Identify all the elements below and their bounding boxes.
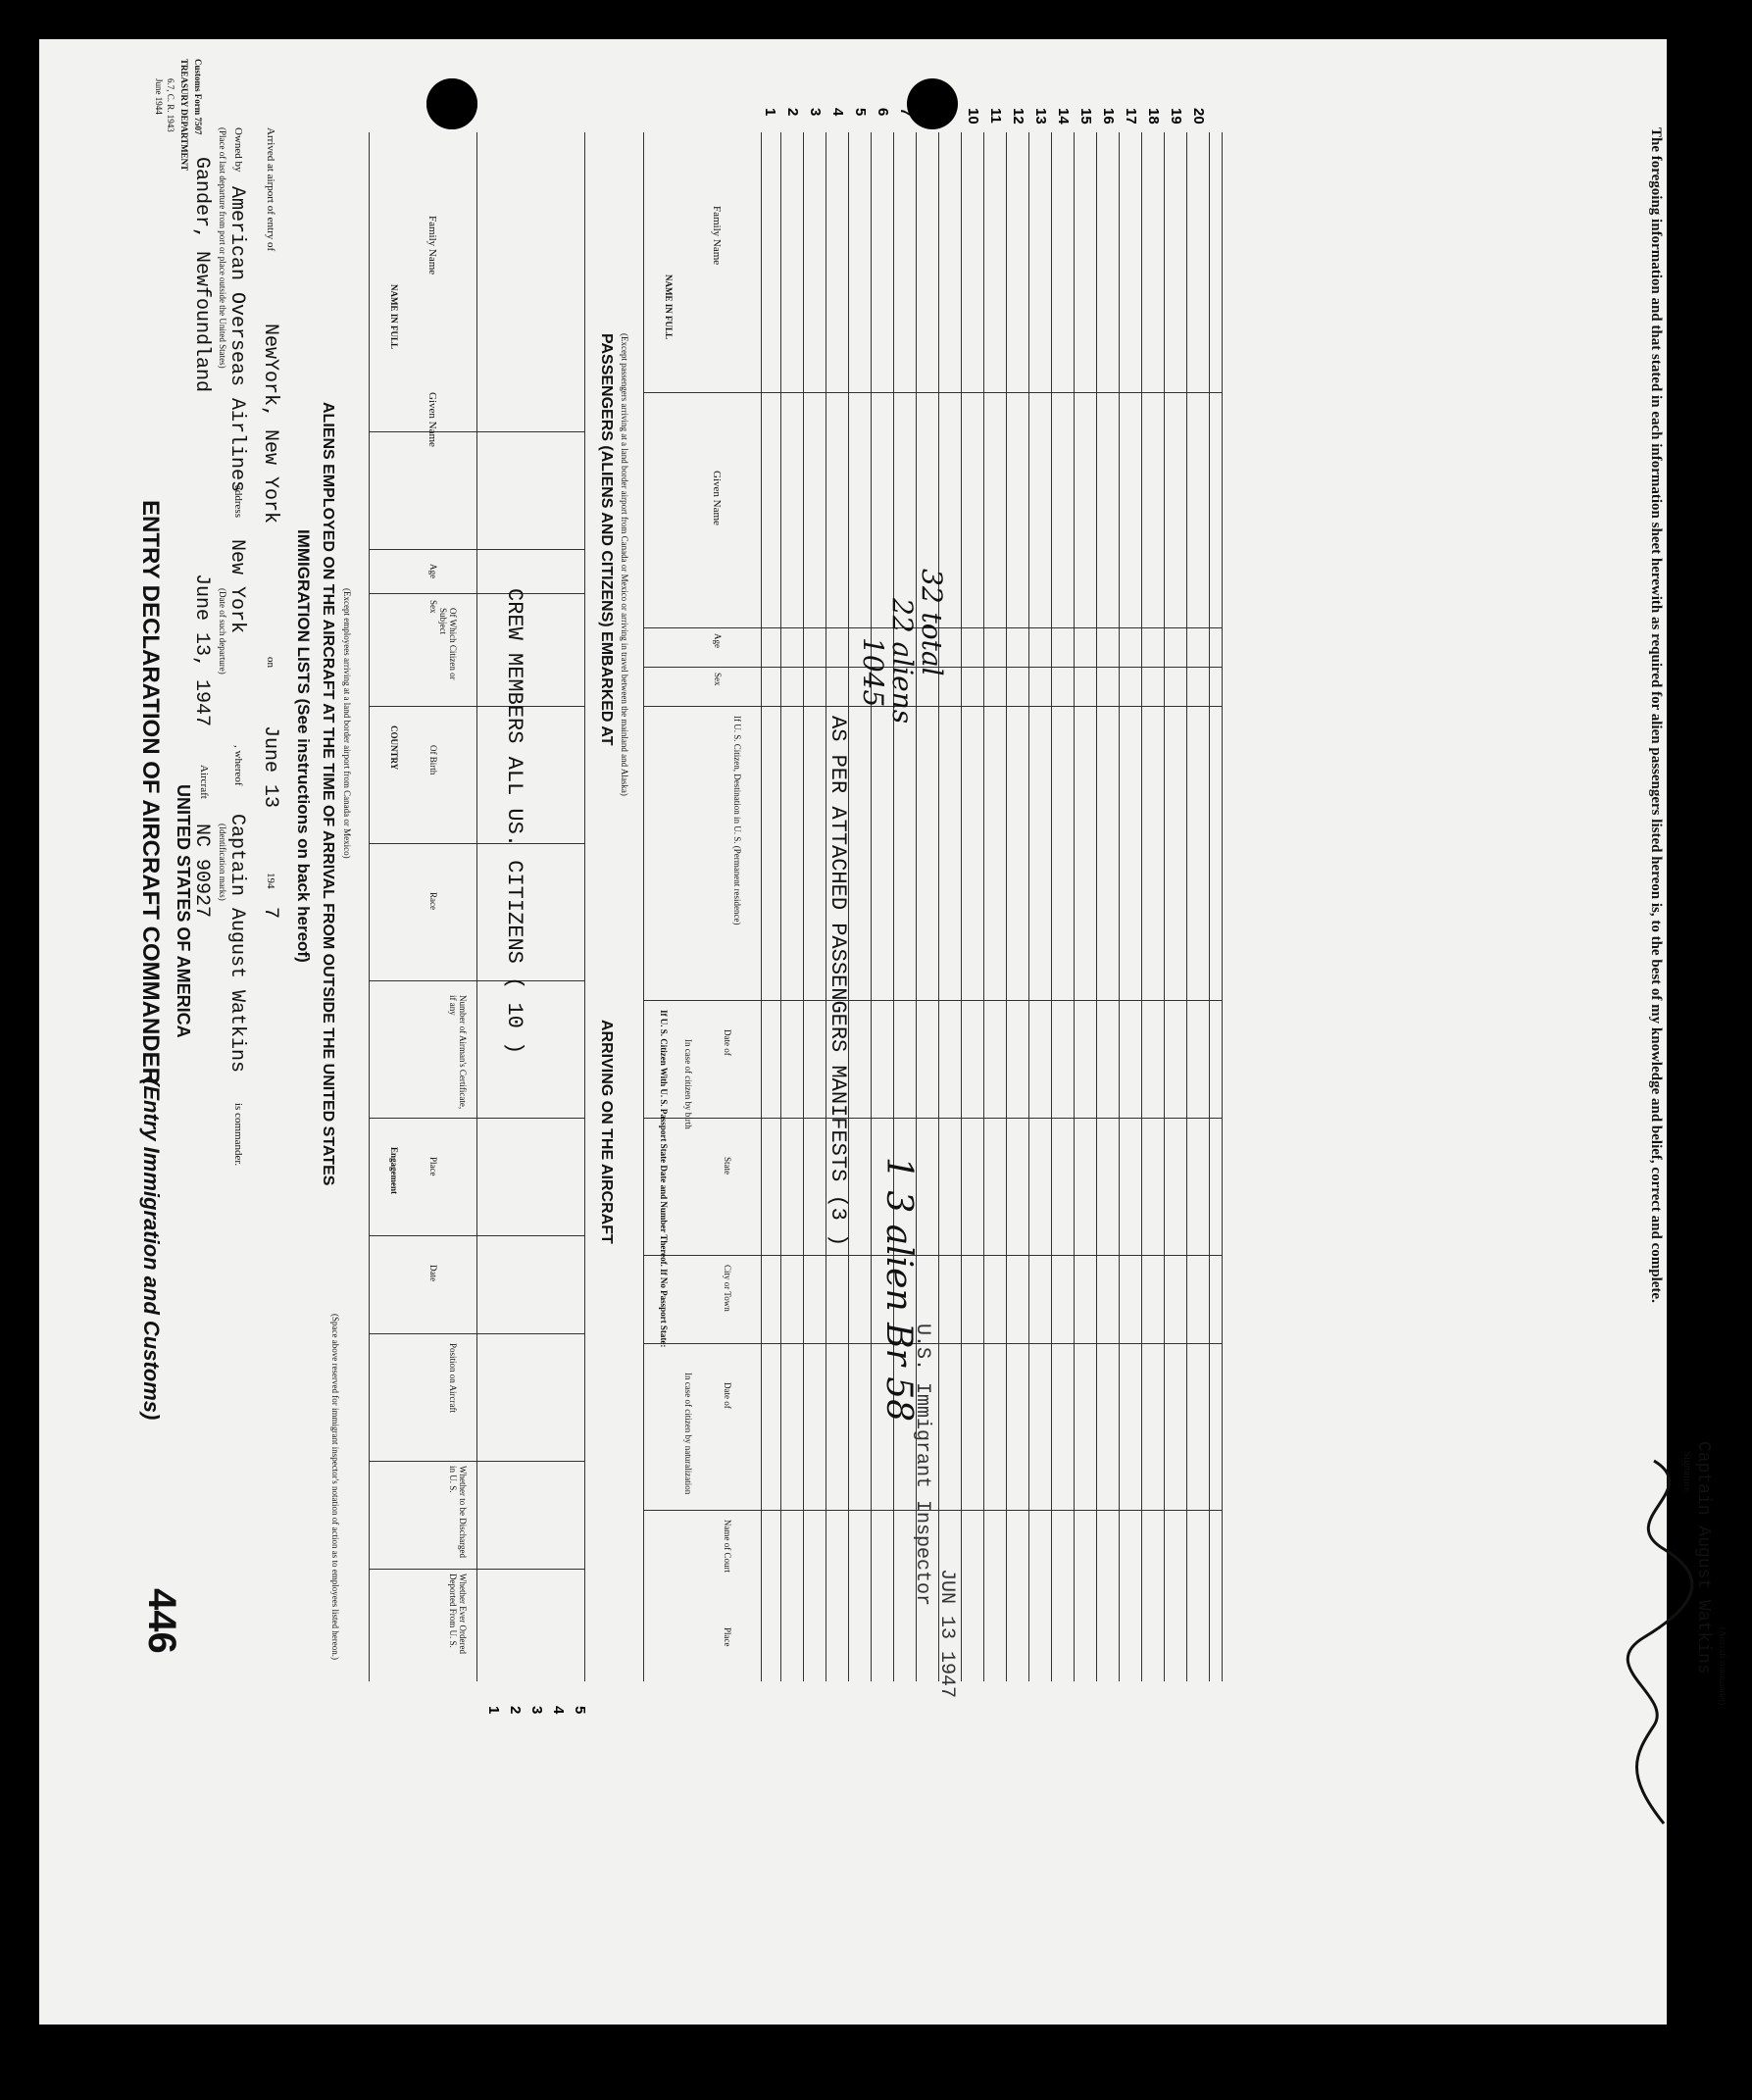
pass-header-line xyxy=(761,132,762,1681)
crew-hdr-place: Place xyxy=(428,1157,438,1176)
passenger-row-line xyxy=(1028,132,1029,1681)
passenger-row-number: 18 xyxy=(1145,108,1162,125)
punch-hole xyxy=(907,78,958,129)
crew-hdr-family: Family Name xyxy=(426,216,438,275)
pass-col-divider xyxy=(644,1255,1223,1256)
crew-col-divider xyxy=(370,593,585,594)
pass-hdr-by-naturalization: In case of citizen by naturalization xyxy=(683,1373,693,1495)
passenger-row-line xyxy=(1119,132,1120,1681)
pass-col-divider xyxy=(644,1000,1223,1001)
pass-col-divider xyxy=(644,392,1223,393)
crew-header-line xyxy=(476,132,477,1681)
passenger-row-line xyxy=(803,132,804,1681)
passenger-row-number: 2 xyxy=(784,108,801,117)
title-main: ENTRY DECLARATION OF AIRCRAFT COMMANDER xyxy=(137,500,164,1084)
handwritten-total: 32 total xyxy=(916,569,948,676)
form-dept: TREASURY DEPARTMENT xyxy=(179,59,189,172)
aircraft-id: NC 90927 xyxy=(190,824,213,919)
passenger-row-number: 5 xyxy=(852,108,869,117)
crew-col-divider xyxy=(370,1461,585,1462)
passenger-row-number: 12 xyxy=(1010,108,1026,125)
crew-hdr-citizen: Of Which Citizen or Subject xyxy=(438,608,458,680)
passenger-row-number: 11 xyxy=(987,108,1004,124)
crew-col-divider xyxy=(370,1235,585,1236)
handwritten-count: 1045 xyxy=(857,637,889,708)
form-cfr: 6.7, C. R. 1943 xyxy=(166,78,175,132)
handwritten-aliens: 22 aliens xyxy=(886,598,919,725)
address-value: New York xyxy=(225,539,248,634)
passenger-row-number: 10 xyxy=(965,108,981,125)
crew-col-divider xyxy=(370,1118,585,1119)
crew-hdr-engagement: Engagement xyxy=(389,1147,399,1194)
title-top: UNITED STATES OF AMERICA xyxy=(174,784,193,1038)
form-id: Customs Form 7507 xyxy=(193,59,203,135)
crew-note: CREW MEMBERS ALL US. CITIZENS ( 10 ) xyxy=(502,588,526,1055)
crew-hdr-certificate: Number of Airman's Certificate, if any xyxy=(448,995,468,1110)
passenger-row-number: 19 xyxy=(1168,108,1184,125)
crew-hdr-date: Date xyxy=(428,1265,438,1281)
passenger-row-line xyxy=(780,132,781,1681)
passenger-row-line xyxy=(1141,132,1142,1681)
passenger-row-line xyxy=(1051,132,1052,1681)
passenger-row-line xyxy=(893,132,894,1681)
crew-hdr-age: Age xyxy=(428,564,438,578)
pass-table-top xyxy=(643,132,644,1681)
crew-col-divider xyxy=(370,431,585,432)
inspector-stamp-line1: U.S. Immigrant Inspector xyxy=(911,1324,933,1607)
crew-col-divider xyxy=(370,1569,585,1570)
pass-hdr-date-of: Date of xyxy=(723,1029,732,1056)
passenger-row-number: 1 xyxy=(762,108,778,117)
aircraft-label: Aircraft xyxy=(198,765,210,799)
passengers-subtitle: (Except passengers arriving at a land border airport from Canada or Mexico or arriving in travel between the mainland and Alaska) xyxy=(620,333,629,796)
passenger-note: AS PER ATTACHED PASSENGERS MANIFESTS (3 ) xyxy=(826,716,850,1247)
handwritten-signature xyxy=(1595,1451,1713,1843)
arrival-place: NewYork, New York xyxy=(259,324,281,525)
footer-statement: The foregoing information and that stated in each information sheet herewith as required for alien passengers listed hereon is, to the best of my knowledge and belief, correct and complete. xyxy=(1648,127,1664,1303)
crew-table-top xyxy=(369,132,370,1681)
passenger-row-line xyxy=(871,132,872,1681)
passenger-row-line xyxy=(1164,132,1165,1681)
crew-hdr-birth: Of Birth xyxy=(428,745,438,775)
passenger-row-line xyxy=(1096,132,1097,1681)
whereof-label: , whereof xyxy=(232,745,244,786)
aliens-subtitle: (Except employees arriving at a land border airport from Canada or Mexico) xyxy=(342,588,352,859)
passenger-row-number: 13 xyxy=(1032,108,1049,125)
pass-hdr-city: City or Town xyxy=(723,1265,732,1312)
pass-col-divider xyxy=(644,1343,1223,1344)
crew-row-number: 5 xyxy=(572,1706,588,1715)
address-label: address xyxy=(232,485,244,518)
aliens-title: ALIENS EMPLOYED ON THE AIRCRAFT AT THE TIME OF ARRIVAL FROM OUTSIDE THE UNITED STATES xyxy=(320,402,336,1186)
document-page xyxy=(39,39,1727,2025)
crew-row-number: 4 xyxy=(550,1706,567,1715)
signature-caption: (Aircraft commander) xyxy=(1718,1627,1727,1706)
pass-hdr-sex: Sex xyxy=(713,673,723,686)
passenger-row-line xyxy=(1074,132,1075,1681)
pass-hdr-date-of2: Date of xyxy=(723,1382,732,1409)
arrival-year-digit: 7 xyxy=(259,907,281,920)
pass-col-divider xyxy=(644,706,1223,707)
pass-table-bottom xyxy=(1222,132,1223,1681)
passenger-row-number: 4 xyxy=(829,108,846,117)
pass-hdr-place: Place xyxy=(723,1627,732,1647)
owner-label: Owned by xyxy=(232,127,244,173)
departure-date-caption: (Date of such departure) xyxy=(218,588,227,675)
passenger-row-number: 17 xyxy=(1123,108,1139,125)
arrival-date: June 13 xyxy=(259,725,281,809)
crew-row-number: 3 xyxy=(528,1706,545,1715)
arrival-on-label: on xyxy=(265,657,276,668)
departure-place-caption: (Place of last departure from port or place outside the United States) xyxy=(218,127,227,369)
handwritten-inspector-mark: 1 3 alien Br 58 xyxy=(878,1157,919,1423)
passenger-row-line xyxy=(983,132,984,1681)
pass-hdr-by-birth: In case of citizen by birth xyxy=(683,1039,693,1129)
is-commander: is commander. xyxy=(232,1103,244,1167)
departure-date: June 13, 1947 xyxy=(190,574,213,727)
crew-hdr-name: NAME IN FULL xyxy=(389,284,399,350)
crew-hdr-sex: Sex xyxy=(428,600,438,614)
form-date: June 1944 xyxy=(154,78,164,115)
pass-hdr-given: Given Name xyxy=(711,471,723,525)
crew-hdr-deported: Whether Ever Ordered Deported From U. S. xyxy=(448,1574,468,1654)
pass-hdr-passport: If U. S. Citizen With U. S. Passport State Date and Number Thereof. If No Passport State: xyxy=(659,1010,669,1348)
signature-name: Captain August Watkins xyxy=(1693,1441,1713,1675)
crew-hdr-discharged: Whether to be Discharged in U. S. xyxy=(448,1466,468,1559)
crew-hdr-country: COUNTRY xyxy=(389,725,399,771)
pass-hdr-family: Family Name xyxy=(711,206,723,266)
pass-hdr-age: Age xyxy=(713,633,723,648)
pass-hdr-name: NAME IN FULL xyxy=(664,275,674,340)
passenger-row-number: 15 xyxy=(1077,108,1094,125)
owner-value: American Overseas Airlines xyxy=(225,186,248,493)
passenger-row-number: 7 xyxy=(897,108,914,117)
passenger-row-number: 9 xyxy=(942,108,959,117)
crew-col-divider xyxy=(370,1333,585,1334)
passenger-row-line xyxy=(1209,132,1210,1681)
passenger-row-number: 20 xyxy=(1190,108,1207,125)
crew-col-divider xyxy=(370,843,585,844)
passenger-row-number: 16 xyxy=(1100,108,1117,125)
pass-hdr-destination: If U. S. Citizen, Destination in U. S. (Permanent residence) xyxy=(732,716,742,925)
inspector-stamp-date: JUN 13 1947 xyxy=(935,1569,958,1699)
commander-name: Captain August Watkins xyxy=(225,814,248,1074)
aircraft-caption: (Identification marks) xyxy=(218,824,227,901)
passengers-title-right: ARRIVING ON THE AIRCRAFT xyxy=(598,1020,615,1244)
arrival-year-prefix: 194 xyxy=(265,873,276,889)
crew-table-bottom xyxy=(584,132,585,1681)
page-number: 446 xyxy=(140,1588,183,1654)
rotated-form xyxy=(39,39,1752,2100)
passenger-row-number: 6 xyxy=(875,108,891,117)
passenger-row-line xyxy=(961,132,962,1681)
passenger-row-number: 3 xyxy=(807,108,824,117)
crew-col-divider xyxy=(370,706,585,707)
pass-col-divider xyxy=(644,1510,1223,1511)
space-reserved-note: (Space above reserved for immigrant inspector's notation of action as to employees listed hereon.) xyxy=(330,1314,340,1661)
crew-row-number: 2 xyxy=(507,1706,524,1715)
crew-hdr-position: Position on Aircraft xyxy=(448,1343,458,1413)
arrival-label: Arrived at airport of entry of xyxy=(265,127,276,252)
title-sub: (Entry Immigration and Customs) xyxy=(139,1078,164,1421)
pass-col-divider xyxy=(644,1118,1223,1119)
crew-col-divider xyxy=(370,980,585,981)
passenger-row-line xyxy=(1186,132,1187,1681)
crew-hdr-race: Race xyxy=(428,892,438,910)
passenger-row-line xyxy=(938,132,939,1681)
crew-row-number: 1 xyxy=(485,1706,502,1715)
pass-hdr-state: State xyxy=(723,1157,732,1175)
pass-hdr-court: Name of Court xyxy=(723,1520,732,1573)
passenger-row-number: 8 xyxy=(920,108,936,117)
crew-hdr-given: Given Name xyxy=(426,392,438,447)
punch-hole xyxy=(426,78,477,129)
passengers-title-left: PASSENGERS (ALIENS AND CITIZENS) EMBARKED AT xyxy=(598,333,615,746)
signature-label: Signature xyxy=(1681,1451,1693,1493)
departure-place: Gander, Newfoundland xyxy=(190,157,213,393)
passenger-row-number: 14 xyxy=(1055,108,1072,125)
immigration-title: IMMIGRATION LISTS (See instructions on back hereof) xyxy=(294,529,313,963)
passenger-row-line xyxy=(1006,132,1007,1681)
crew-col-divider xyxy=(370,549,585,550)
